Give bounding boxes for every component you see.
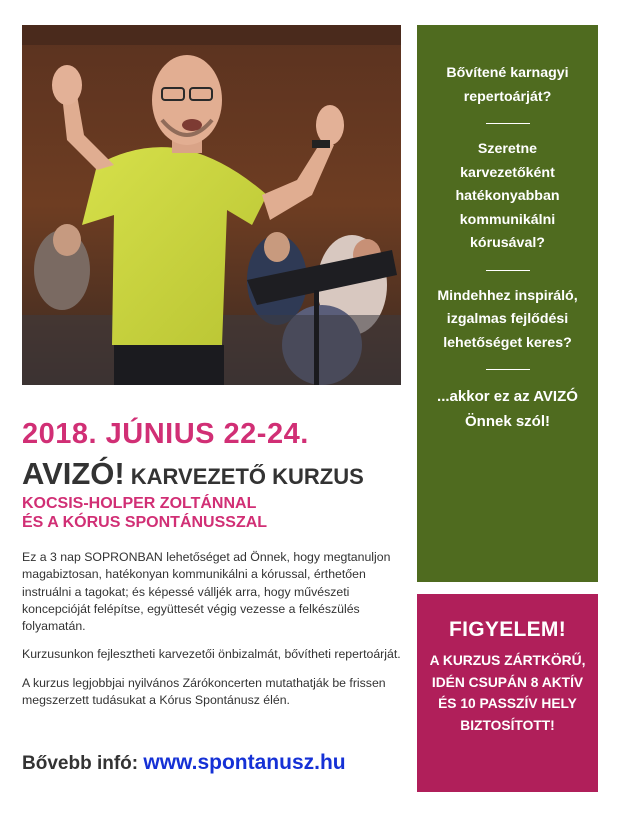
question-1: Bővítené karnagyi repertoárját? bbox=[446, 65, 569, 105]
event-title bbox=[22, 456, 417, 492]
description-paragraph-2: Kurzusunkon fejlesztheti karvezetői önbizalmát, bővítheti repertoárját. bbox=[22, 647, 401, 662]
website-link[interactable]: www.spontanusz.hu bbox=[143, 751, 346, 774]
notice-box bbox=[417, 594, 598, 792]
title-aviso: AVIZÓ! bbox=[22, 456, 125, 491]
question-2: Szeretne karvezetőként hatékonyabban kommunikálni kórusával? bbox=[455, 141, 560, 251]
instructor-info bbox=[22, 494, 412, 532]
title-course: KARVEZETŐ KURZUS bbox=[130, 464, 364, 489]
notice-text: A KURZUS ZÁRTKÖRŰ, IDÉN CSUPÁN 8 AKTÍV ÉS 10 PASSZÍV HELY BIZTOSÍTOTT! bbox=[429, 653, 586, 733]
event-date: 2018. JÚNIUS 22-24. bbox=[22, 418, 309, 450]
instructor-line-1: KOCSIS-HOLPER ZOLTÁNNAL bbox=[22, 495, 257, 512]
more-info bbox=[22, 751, 417, 775]
question-3: Mindehhez inspiráló, izgalmas fejlődési lehetőséget keres? bbox=[437, 287, 578, 351]
instructor-line-2: ÉS A KÓRUS SPONTÁNUSSZAL bbox=[22, 514, 268, 531]
description bbox=[22, 549, 407, 720]
divider bbox=[486, 369, 530, 370]
divider bbox=[486, 270, 530, 271]
more-info-label: Bővebb infó: bbox=[22, 753, 139, 774]
closing-statement: ...akkor ez az AVIZÓ Önnek szól! bbox=[437, 388, 578, 430]
conductor-photo-illustration bbox=[22, 25, 401, 385]
notice-heading: FIGYELEM! bbox=[448, 618, 567, 641]
divider bbox=[486, 123, 530, 124]
description-paragraph-3: A kurzus legjobbjai nyilvános Zárókoncerten mutathatják be frissen megszerzett tudásukat a Kórus Spontánusz élén. bbox=[22, 675, 386, 708]
description-paragraph-1: Ez a 3 nap SOPRONBAN lehetőséget ad Önnek, hogy megtanuljon magabiztosan, hatékonyan kommunikálni a kórussal, érthetően instruálni a tagokat; és képessé válljék arra, hogy művészeti koncepcióját felépítse, együttesét végig vezesse a felkészülés folyamatán. bbox=[22, 550, 391, 634]
questions-box bbox=[417, 25, 598, 582]
conductor-photo bbox=[22, 25, 401, 385]
